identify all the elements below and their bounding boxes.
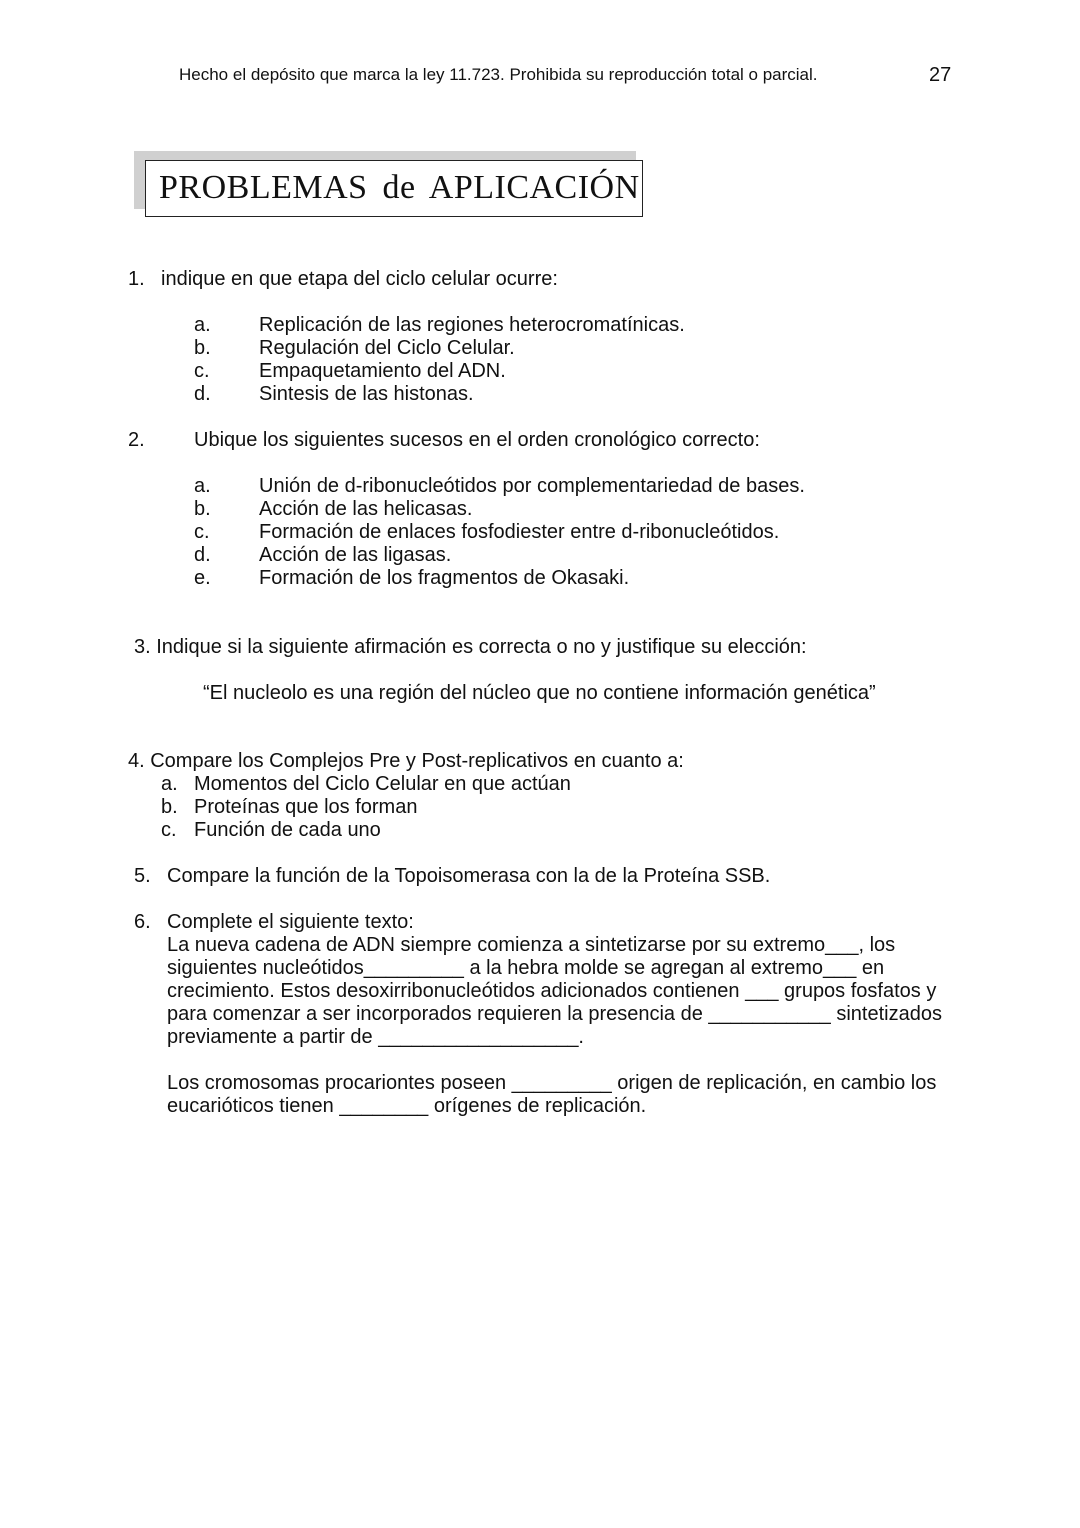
item-text: Momentos del Ciclo Celular en que actúan xyxy=(194,773,571,795)
question-3-quote: “El nucleolo es una región del núcleo que no contiene información genética” xyxy=(203,682,876,704)
item-text: Formación de los fragmentos de Okasaki. xyxy=(259,567,630,589)
fill-in-line: previamente a partir de __________________. xyxy=(167,1026,584,1048)
fill-in-line: Los cromosomas procariontes poseen _________ origen de replicación, en cambio los xyxy=(167,1072,937,1094)
item-text: Regulación del Ciclo Celular. xyxy=(259,337,515,359)
question-1-number: 1. xyxy=(128,268,145,290)
item-letter: b. xyxy=(194,337,211,359)
question-5-number: 5. xyxy=(134,865,151,887)
question-6-body xyxy=(167,911,942,1118)
question-3-text: 3. Indique si la siguiente afirmación es correcta o no y justifique su elección: xyxy=(134,636,807,658)
item-text: Acción de las ligasas. xyxy=(259,544,452,566)
fill-in-line: La nueva cadena de ADN siempre comienza a sintetizarse por su extremo___, los xyxy=(167,934,896,956)
item-text: Proteínas que los forman xyxy=(194,796,418,818)
item-letter: d. xyxy=(194,383,211,405)
page-number: 27 xyxy=(929,64,952,86)
question-1-text: indique en que etapa del ciclo celular ocurre: xyxy=(161,268,558,290)
fill-in-line: para comenzar a ser incorporados requieren la presencia de ___________ sintetizados xyxy=(167,1003,942,1025)
item-text: Acción de las helicasas. xyxy=(259,498,473,520)
fill-in-line: eucarióticos tienen ________ orígenes de replicación. xyxy=(167,1095,647,1117)
question-2-text: Ubique los siguientes sucesos en el orden cronológico correcto: xyxy=(194,429,760,451)
item-text: Unión de d-ribonucleótidos por complementariedad de bases. xyxy=(259,475,805,497)
item-letter: c. xyxy=(194,521,210,543)
copyright-notice: Hecho el depósito que marca la ley 11.723. Prohibida su reproducción total o parcial. xyxy=(179,65,818,84)
item-letter: b. xyxy=(161,796,178,818)
question-6-number: 6. xyxy=(134,911,151,933)
question-6-text: Complete el siguiente texto: xyxy=(167,911,414,933)
item-letter: d. xyxy=(194,544,211,566)
page-title: PROBLEMAS de APLICACIÓN xyxy=(159,169,640,206)
paragraph-spacer xyxy=(167,1049,942,1072)
item-text: Formación de enlaces fosfodiester entre d-ribonucleótidos. xyxy=(259,521,780,543)
item-letter: a. xyxy=(161,773,178,795)
fill-in-line: siguientes nucleótidos_________ a la hebra molde se agregan al extremo___ en xyxy=(167,957,885,979)
item-letter: e. xyxy=(194,567,211,589)
item-text: Replicación de las regiones heterocromatínicas. xyxy=(259,314,685,336)
item-letter: c. xyxy=(161,819,177,841)
question-2-number: 2. xyxy=(128,429,145,451)
item-letter: c. xyxy=(194,360,210,382)
item-letter: a. xyxy=(194,314,211,336)
item-text: Sintesis de las histonas. xyxy=(259,383,474,405)
item-text: Empaquetamiento del ADN. xyxy=(259,360,506,382)
fill-in-line: crecimiento. Estos desoxirribonucleótidos adicionados contienen ___ grupos fosfatos y xyxy=(167,980,937,1002)
item-text: Función de cada uno xyxy=(194,819,381,841)
item-letter: a. xyxy=(194,475,211,497)
title-box xyxy=(145,160,643,217)
question-5-text: Compare la función de la Topoisomerasa con la de la Proteína SSB. xyxy=(167,865,771,887)
question-4-text: 4. Compare los Complejos Pre y Post-replicativos en cuanto a: xyxy=(128,750,684,772)
item-letter: b. xyxy=(194,498,211,520)
